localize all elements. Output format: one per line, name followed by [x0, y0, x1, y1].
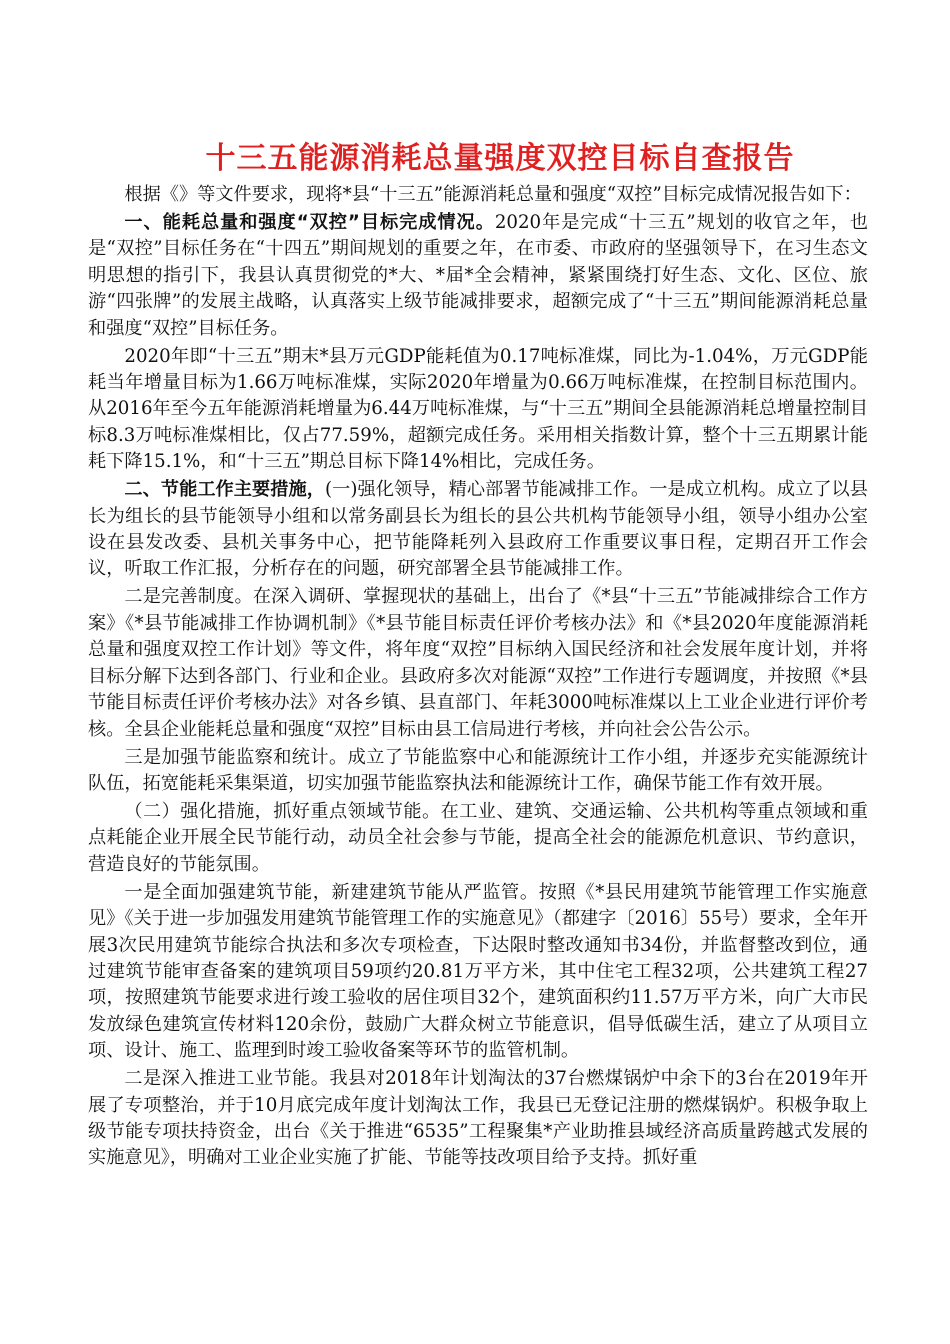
paragraph-supervision	[88, 745, 868, 798]
paragraph-text: 根据《》等文件要求，现将*县“十三五”能源消耗总量和强度“双控”目标完成情况报告如下：	[124, 184, 862, 205]
paragraph-text: 一是全面加强建筑节能，新建建筑节能从严监管。按照《*县民用建筑节能管理工作实施意见》《关于进一步加强发用建筑节能管理工作的实施意见》（都建字〔2016〕55号）要求，全年开展3次民用建筑节能综合执法和多次专项检查，下达限时整改通知书34份，并监督整改到位，通过建筑节能审查备案的建筑项目59项约20.81万平方米，其中住宅工程32项，公共建筑工程27项，按照建筑节能要求进行竣工验收的居住项目32个，建筑面积约11.57万平方米，向广大市民发放绿色建筑宣传材料120余份，鼓励广大群众树立节能意识，倡导低碳生活，建立了从项目立项、设计、施工、监理到时竣工验收备案等环节的监管机制。	[88, 881, 868, 1062]
paragraph-text: 二是深入推进工业节能。我县对2018年计划淘汰的37台燃煤锅炉中余下的3台在2019年开展了专项整治，并于10月底完成年度计划淘汰工作，我县已无登记注册的燃煤锅炉。积极争取上级节能专项扶持资金，出台《关于推进“6535”工程聚集*产业助推县域经济高质量跨越式发展的实施意见》，明确对工业企业实施了扩能、节能等技改项目给予支持。抓好重	[88, 1068, 868, 1169]
document-title: 十三五能源消耗总量强度双控目标自查报告	[205, 141, 795, 176]
paragraph-text: （二）强化措施，抓好重点领域节能。在工业、建筑、交通运输、公共机构等重点领域和重点耗能企业开展全民节能行动，动员全社会参与节能，提高全社会的能源危机意识、节约意识，营造良好的节能氛围。	[88, 800, 868, 875]
paragraph-text: 三是加强节能监察和统计。成立了节能监察中心和能源统计工作小组，并逐步充实能源统计队伍，拓宽能耗采集渠道，切实加强节能监察执法和能源统计工作，确保节能工作有效开展。	[88, 746, 868, 794]
paragraph-section-2	[88, 477, 868, 583]
paragraph-text: 2020年即“十三五”期末*县万元GDP能耗值为0.17吨标准煤，同比为-1.04%，万元GDP能耗当年增量目标为1.66万吨标准煤，实际2020年增量为0.66万吨标准煤，在控制目标范围内。从2016年至今五年能源消耗增量为6.44万吨标准煤，与“十三五”期间全县能源消耗总增量控制目标8.3万吨标准煤相比，仅占77.59%，超额完成任务。采用相关指数计算，整个十三五期累计能耗下降15.1%，和“十三五”期总目标下降14%相比，完成任务。	[88, 345, 868, 473]
paragraph-energy-figures	[88, 344, 868, 476]
paragraph-systems	[88, 584, 868, 742]
section-heading: 二、节能工作主要措施，	[124, 479, 325, 501]
document-body	[88, 182, 868, 1173]
paragraph-text: (一)强化领导，精心部署节能减排工作。一是成立机构。成立了以县长为组长的县节能领导小组和以常务副县长为组长的县公共机构节能领导小组，领导小组办公室设在县发改委、县机关事务中心，把节能降耗列入县政府工作重要议事日程，定期召开工作会议，听取工作汇报，分析存在的问题，研究部署全县节能减排工作。	[88, 479, 868, 580]
paragraph-industrial-energy	[88, 1066, 868, 1172]
section-heading: 一、能耗总量和强度“双控”目标完成情况。	[124, 212, 495, 233]
paragraph-text: 2020年是完成“十三五”规划的收官之年，也是“双控”目标任务在“十四五”期间规划的重要之年，在市委、市政府的坚强领导下，在习生态文明思想的指引下，我县认真贯彻党的*大、*届*全会精神，紧紧围绕打好生态、文化、区位、旅游“四张牌”的发展主战略，认真落实上级节能减排要求，超额完成了“十三五”期间能源消耗总量和强度“双控”目标任务。	[88, 212, 868, 339]
paragraph-building-energy	[88, 880, 868, 1065]
paragraph-section-1	[88, 210, 868, 342]
paragraph-text: 二是完善制度。在深入调研、掌握现状的基础上，出台了《*县“十三五”节能减排综合工作方案》《*县节能减排工作协调机制》《*县节能目标责任评价考核办法》和《*县2020年度能源消耗总量和强度双控工作计划》等文件，将年度“双控”目标纳入国民经济和社会发展年度计划，并将目标分解下达到各部门、行业和企业。县政府多次对能源“双控”工作进行专题调度，并按照《*县节能目标责任评价考核办法》对各乡镇、县直部门、年耗3000吨标准煤以上工业企业进行评价考核。全县企业能耗总量和强度“双控”目标由县工信局进行考核，并向社会公告公示。	[88, 586, 868, 740]
paragraph-key-areas	[88, 799, 868, 878]
paragraph-intro	[88, 182, 868, 208]
